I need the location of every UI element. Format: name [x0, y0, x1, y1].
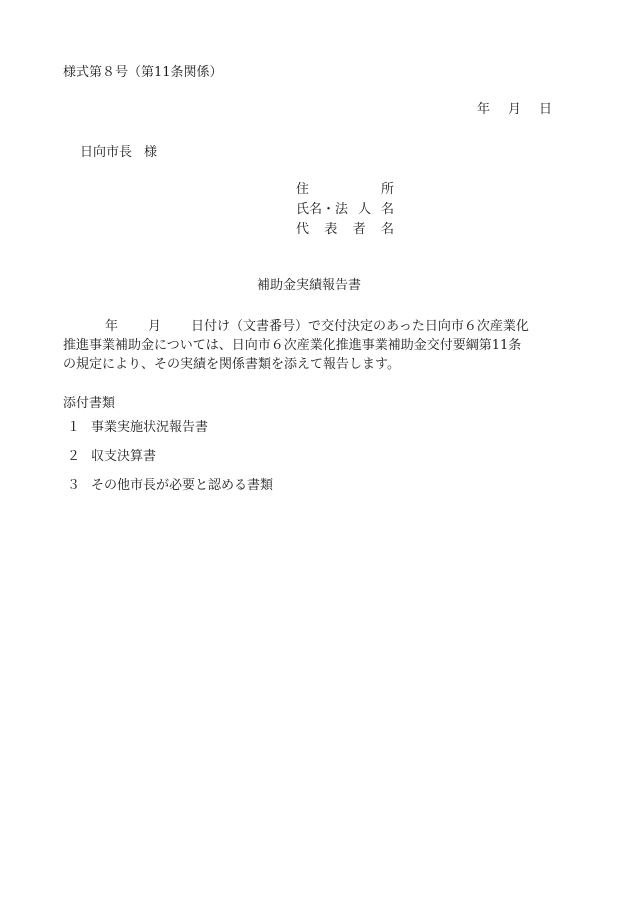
body-year-unit: 年 [105, 319, 119, 334]
date-line [477, 103, 552, 116]
list-item [67, 479, 273, 492]
date-month-unit: 月 [508, 102, 522, 117]
label-char: 表 [324, 222, 338, 237]
body-line-1-text: 日付け（文書番号）で交付決定のあった日向市６次産業化 [191, 319, 529, 334]
addressee [80, 146, 157, 159]
applicant-representative-label [296, 223, 394, 236]
body-line [63, 320, 529, 333]
attachment-text: 収支決算書 [91, 449, 157, 464]
label-char: 者 [352, 222, 366, 237]
label-char: 名 [380, 222, 394, 237]
label-char: 名 [380, 202, 394, 217]
attachment-text: 事業実施状況報告書 [91, 420, 209, 435]
body-month-unit: 月 [148, 319, 162, 334]
attachment-text: その他市長が必要と認める書類 [91, 478, 274, 493]
attachment-number: １ [67, 420, 81, 435]
applicant-name-label [296, 203, 394, 216]
body-line: 推進事業補助金については、日向市６次産業化推進事業補助金交付要綱第11条 [63, 338, 522, 353]
label-char: 所 [380, 182, 394, 197]
body-line: の規定により、その実績を関係書類を添えて報告します。 [63, 357, 400, 372]
attachments-heading: 添付書類 [63, 396, 116, 411]
addressee-name: 日向市長 [80, 145, 133, 160]
label-char: 代 [296, 222, 310, 237]
attachment-number: ３ [67, 478, 81, 493]
date-year-unit: 年 [477, 102, 491, 117]
date-day-unit: 日 [539, 102, 553, 117]
attachment-number: ２ [67, 449, 81, 464]
addressee-honorific: 様 [144, 145, 158, 160]
list-item [67, 450, 156, 463]
document-title: 補助金実績報告書 [257, 278, 362, 293]
list-item [67, 421, 208, 434]
form-number: 様式第８号（第11条関係） [63, 65, 223, 80]
label-char: 住 [296, 182, 310, 197]
applicant-address-label [296, 183, 394, 196]
label-char: 氏名・法 [296, 202, 349, 217]
label-char: 人 [357, 202, 371, 217]
